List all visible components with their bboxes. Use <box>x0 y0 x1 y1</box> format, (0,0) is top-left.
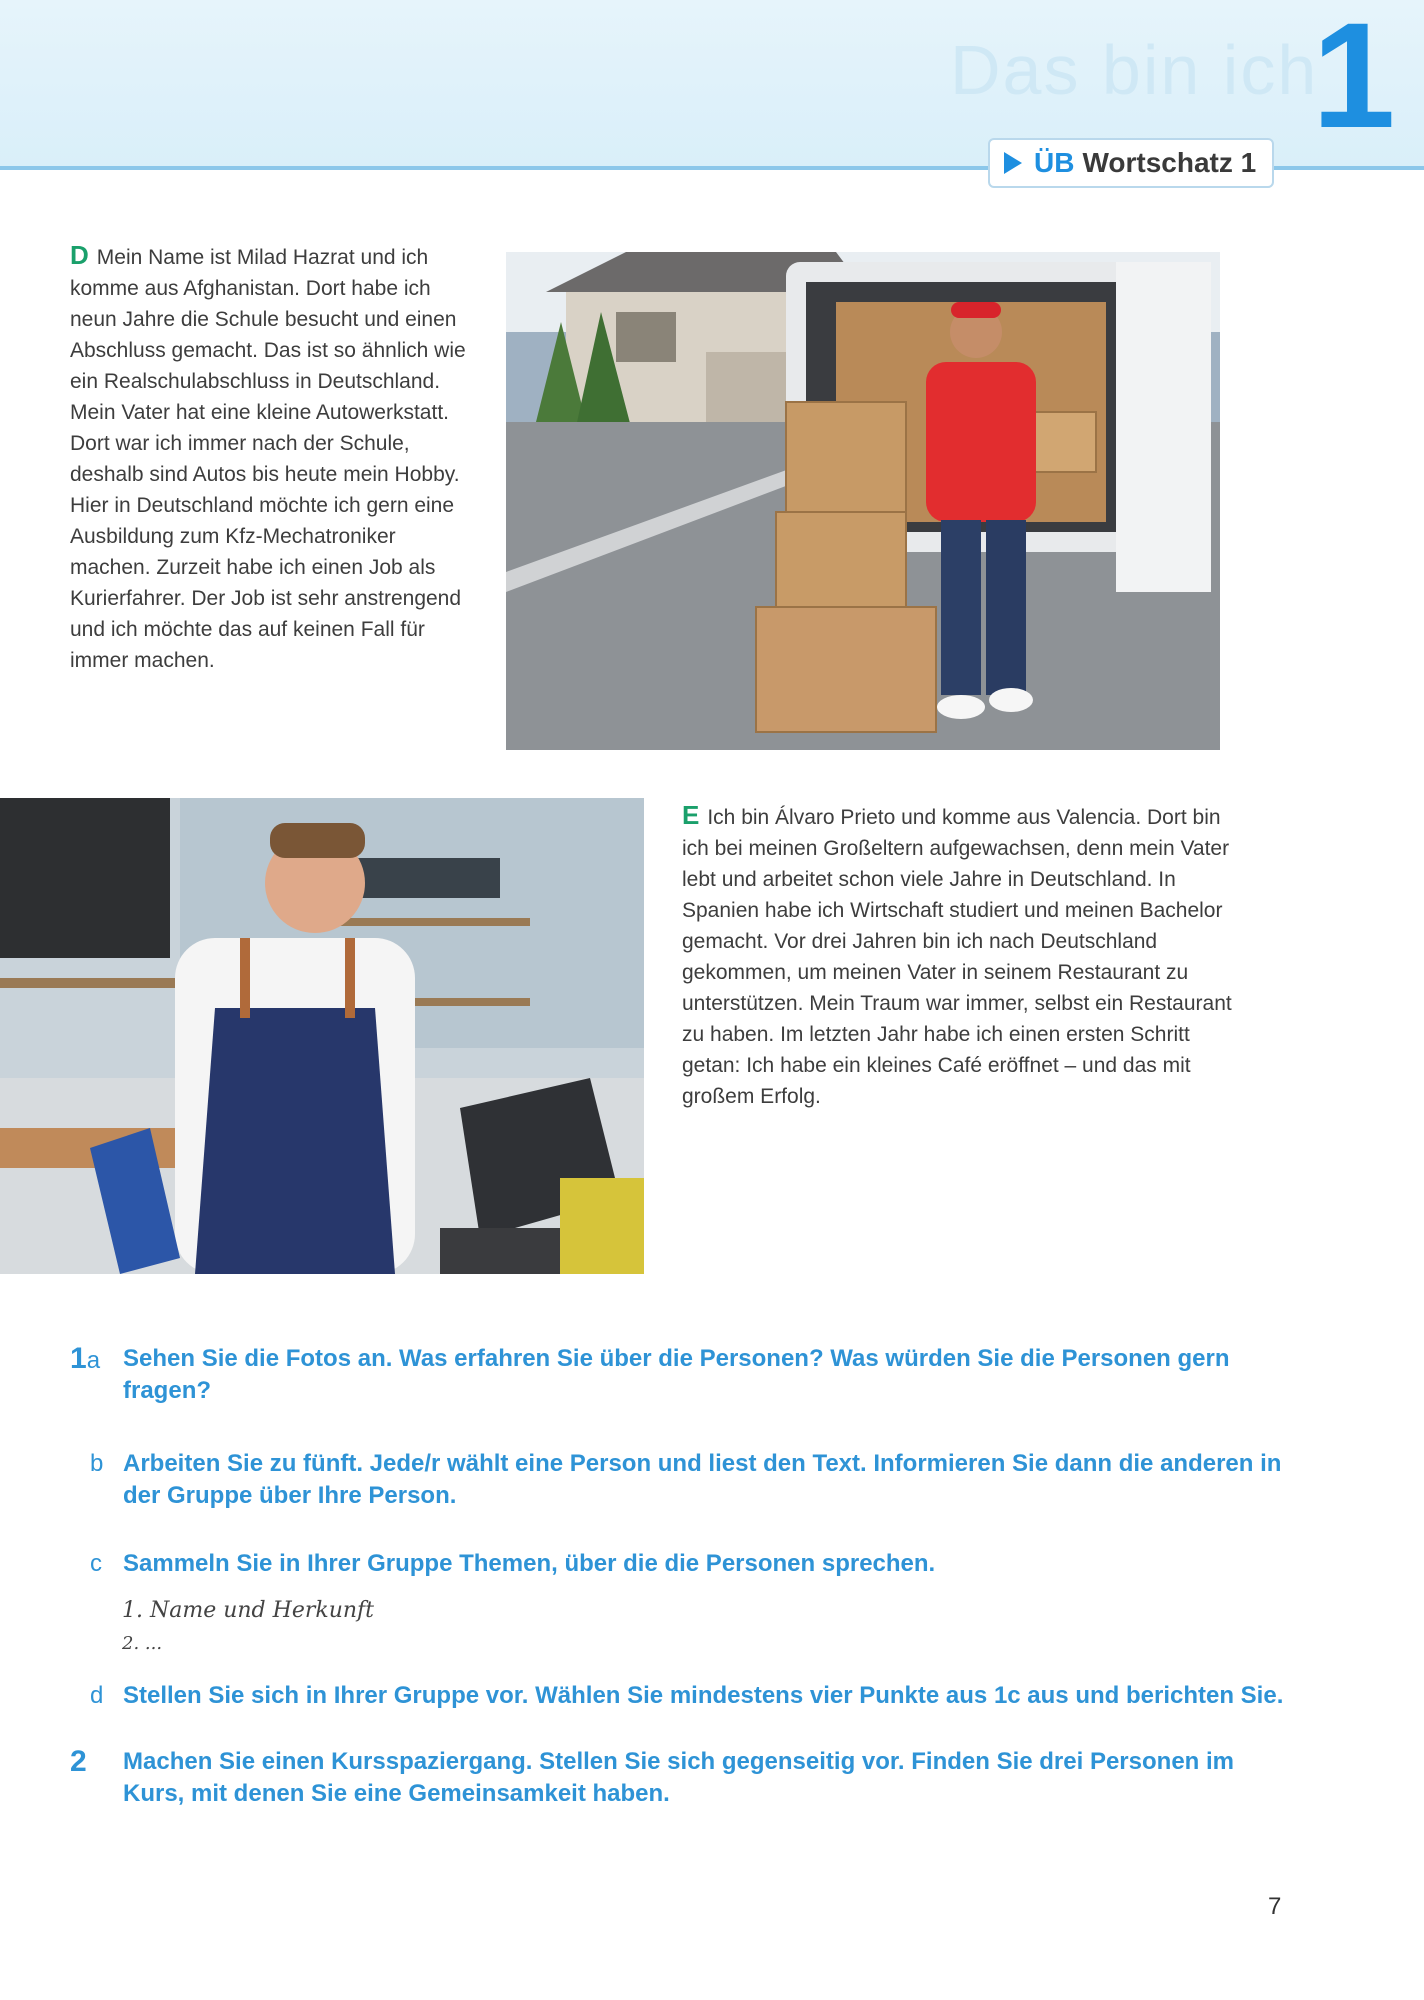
reading-text-d <box>70 240 470 676</box>
photo-courier-driver <box>506 252 1220 750</box>
text-body-e: Ich bin Álvaro Prieto und komme aus Valencia. Dort bin ich bei meinen Großeltern aufgewachsen, denn mein Vater lebt und arbeitet schon viele Jahre in Deutschland. In Spanien habe ich Wirtschaft studiert und meinen Bachelor gemacht. Vor drei Jahren bin ich nach Deutschland gekommen, um meinen Vater in seinem Restaurant zu unterstützen. Mein Traum war immer, selbst ein Restaurant zu haben. Im letzten Jahr habe ich einen ersten Schritt getan: Ich habe ein kleines Café eröffnet – und das mit großem Erfolg. <box>682 806 1232 1108</box>
example-item-2: 2. ... <box>122 1633 163 1654</box>
photo-cafe-owner <box>0 798 644 1274</box>
task-text-1b: Arbeiten Sie zu fünft. Jede/r wählt eine Person und liest den Text. Informieren Sie dann die anderen in der Gruppe über Ihre Person. <box>123 1450 1282 1509</box>
task-text-1d: Stellen Sie sich in Ihrer Gruppe vor. Wählen Sie mindestens vier Punkte aus 1c aus und berichten Sie. <box>123 1682 1284 1709</box>
task-letter-d: d <box>90 1682 104 1709</box>
reading-text-e <box>682 800 1242 1112</box>
text-letter-e: E <box>682 800 700 830</box>
task-1d <box>70 1680 1300 1712</box>
task-text-2: Machen Sie einen Kursspaziergang. Stellen Sie sich gegenseitig vor. Finden Sie drei Personen im Kurs, mit denen Sie eine Gemeinsamkeit haben. <box>123 1748 1234 1807</box>
task-number-2: 2 <box>70 1745 87 1778</box>
example-item-1: 1. Name und Herkunft <box>122 1598 375 1623</box>
exercise-book-reference[interactable] <box>988 138 1274 188</box>
page-number: 7 <box>1268 1893 1282 1920</box>
task-1a <box>70 1343 1300 1407</box>
text-body-d: Mein Name ist Milad Hazrat und ich komme aus Afghanistan. Dort habe ich neun Jahre die Schule besucht und einen Abschluss gemacht. Das ist so ähnlich wie ein Realschulabschluss in Deutschland. Mein Vater hat eine kleine Autowerkstatt. Dort war ich immer nach der Schule, deshalb sind Autos bis heute mein Hobby. Hier in Deutschland möchte ich gern eine Ausbildung zum Kfz-Mechatroniker machen. Zurzeit habe ich einen Job als Kurierfahrer. Der Job ist sehr anstrengend und ich möchte das auf keinen Fall für immer machen. <box>70 246 466 672</box>
ub-title: Wortschatz 1 <box>1082 147 1257 178</box>
task-number-1a: 1a <box>70 1342 101 1375</box>
task-text-1c: Sammeln Sie in Ihrer Gruppe Themen, über die die Personen sprechen. <box>123 1550 936 1577</box>
task-letter-b: b <box>90 1450 104 1477</box>
task-text-1a: Sehen Sie die Fotos an. Was erfahren Sie über die Personen? Was würden Sie die Personen gern fragen? <box>123 1345 1230 1404</box>
text-letter-d: D <box>70 240 89 270</box>
play-arrow-icon <box>1004 152 1022 174</box>
header-watermark: Das bin ich <box>950 31 1319 109</box>
task-letter-c: c <box>90 1550 102 1577</box>
ub-label: ÜB <box>1034 147 1075 178</box>
chapter-number: 1 <box>1312 0 1396 159</box>
task-2 <box>70 1746 1300 1810</box>
task-1c <box>70 1548 1300 1580</box>
task-1b <box>70 1448 1300 1512</box>
